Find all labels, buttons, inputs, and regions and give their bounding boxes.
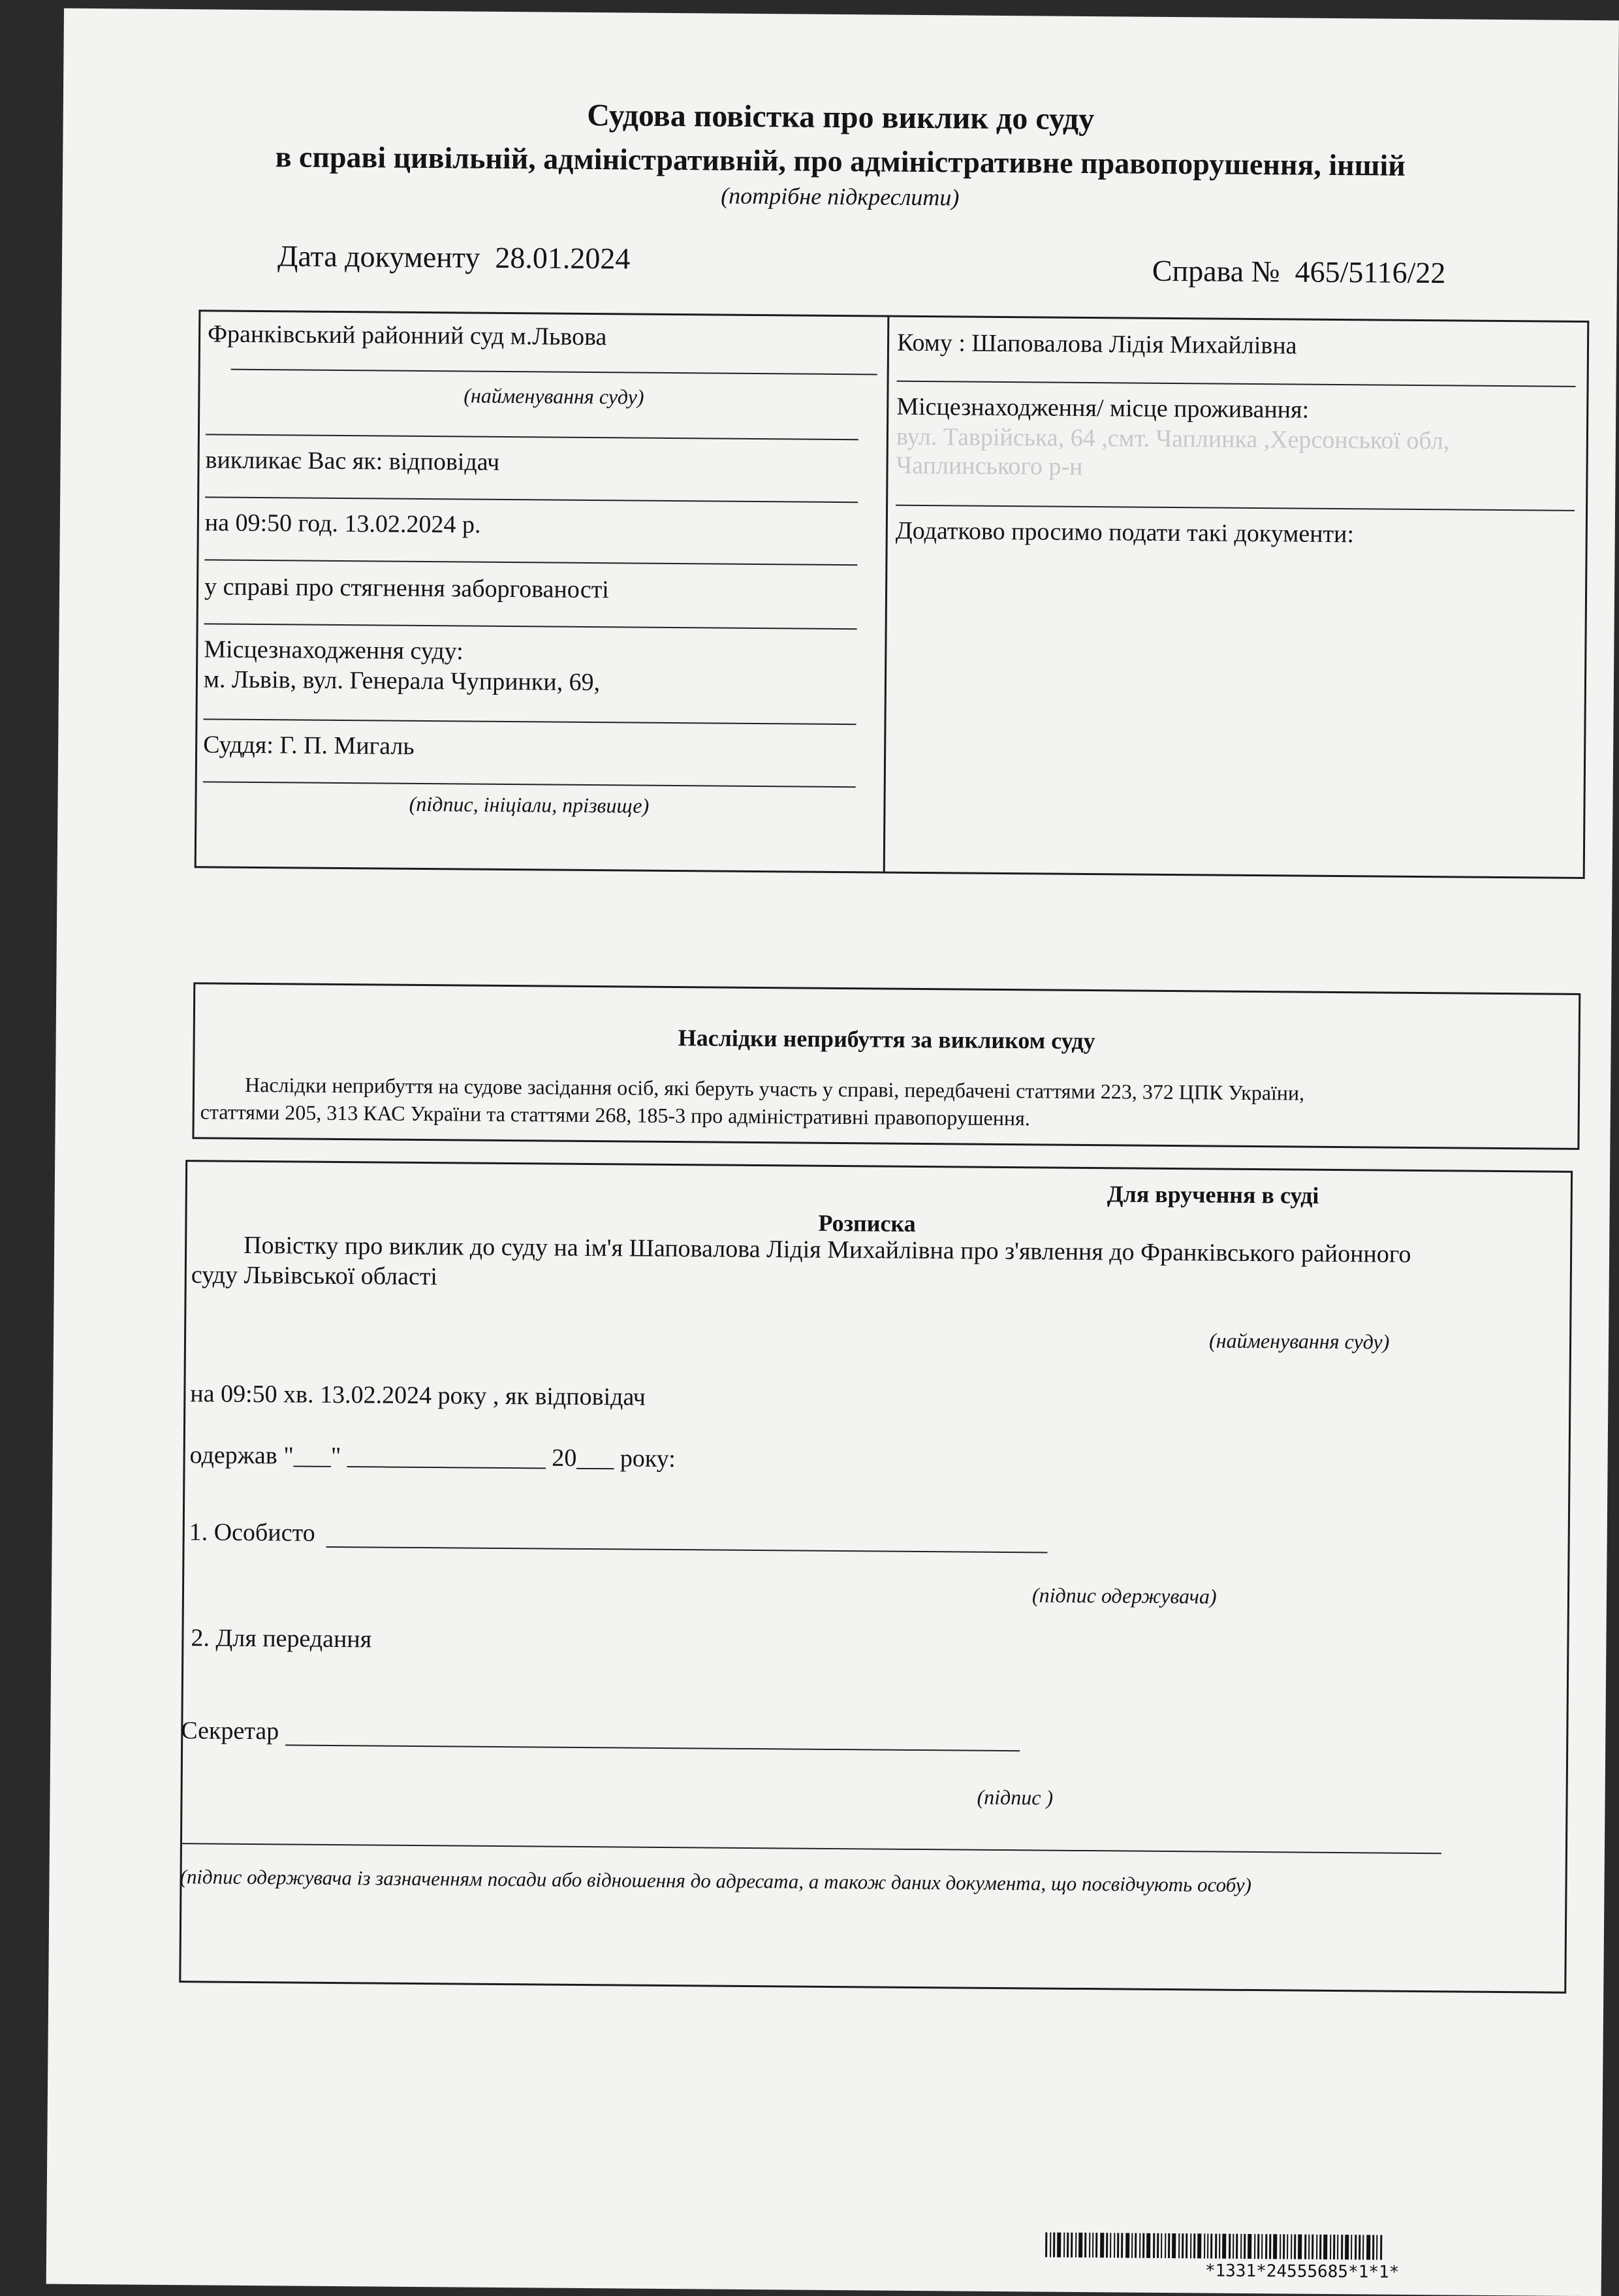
barcode-bar bbox=[1053, 2233, 1055, 2257]
barcode-bar bbox=[1153, 2233, 1155, 2258]
barcode-bar bbox=[1254, 2234, 1255, 2259]
barcode-bar bbox=[1248, 2234, 1251, 2259]
barcode-bar bbox=[1257, 2234, 1259, 2259]
court-location: м. Львів, вул. Генерала Чупринки, 69, bbox=[203, 665, 601, 697]
bottom-caption: (підпис одержувача із зазначенням посади або відношення до адресата, а також даних документа, що посвідчують особу) bbox=[180, 1865, 1252, 1897]
barcode-bar bbox=[1197, 2233, 1201, 2258]
barcode-bar bbox=[1114, 2233, 1115, 2257]
receipt-time-line: на 09:50 хв. 13.02.2024 року , як відповідач bbox=[190, 1380, 646, 1411]
barcode-bar bbox=[1063, 2233, 1065, 2257]
barcode-bar bbox=[1366, 2235, 1370, 2259]
barcode-bar bbox=[1084, 2233, 1086, 2257]
for-court-delivery: Для вручення в суді bbox=[1107, 1181, 1319, 1209]
barcode-bar bbox=[1057, 2233, 1061, 2257]
barcode-bar bbox=[1131, 2233, 1133, 2258]
barcode-bar bbox=[1168, 2233, 1170, 2258]
barcode-bar bbox=[1182, 2233, 1184, 2258]
barcode-bar bbox=[1190, 2233, 1191, 2258]
barcode-bar bbox=[1236, 2234, 1238, 2259]
barcode-bar bbox=[1319, 2235, 1321, 2259]
barcode-bar bbox=[1106, 2233, 1108, 2257]
barcode-bar bbox=[1376, 2235, 1377, 2260]
addressee: Кому : Шаповалова Лідія Михайлівна bbox=[896, 328, 1297, 360]
barcode-bar bbox=[1372, 2235, 1374, 2259]
barcode-bar bbox=[1125, 2233, 1129, 2258]
title-line-1: Судова повістка про виклик до суду bbox=[587, 97, 1095, 137]
barcode-bar bbox=[1117, 2233, 1119, 2257]
secretary-label: Секретар bbox=[181, 1717, 279, 1746]
case-subject: у справі про стягнення заборгованості bbox=[204, 573, 609, 604]
case-label: Справа № bbox=[1152, 253, 1280, 289]
barcode-bar bbox=[1240, 2234, 1242, 2259]
barcode-bar bbox=[1330, 2235, 1331, 2259]
barcode-bar bbox=[1078, 2233, 1082, 2257]
barcode-bar bbox=[1045, 2233, 1047, 2257]
doc-date-value: 28.01.2024 bbox=[495, 240, 631, 276]
recipient-sign-caption: (підпис одержувача) bbox=[1031, 1583, 1217, 1608]
barcode-bar bbox=[1298, 2235, 1302, 2259]
barcode-bar bbox=[1172, 2233, 1176, 2258]
barcode-bar bbox=[1204, 2233, 1205, 2258]
consequences-text-1: Наслідки неприбуття на судове засідання осіб, які беруть участь у справі, передбачені статтями 223, 372 ЦПК України, bbox=[244, 1072, 1305, 1105]
barcode-bar bbox=[1333, 2235, 1335, 2259]
barcode-bar bbox=[1075, 2233, 1077, 2257]
consequences-title: Наслідки неприбуття за викликом суду bbox=[678, 1025, 1095, 1055]
barcode-bar bbox=[1229, 2234, 1231, 2259]
barcode-bar bbox=[1345, 2235, 1349, 2259]
barcode-bar bbox=[1351, 2235, 1352, 2259]
title-note: (потрібне підкреслити) bbox=[721, 182, 960, 211]
barcode-bar bbox=[1222, 2234, 1226, 2259]
secretary-sign-caption: (підпис ) bbox=[977, 1785, 1054, 1810]
barcode-bar bbox=[1261, 2234, 1263, 2259]
barcode-bar bbox=[1219, 2234, 1220, 2259]
judge: Суддя: Г. П. Мигаль bbox=[203, 731, 415, 760]
barcode-bar bbox=[1294, 2235, 1296, 2259]
receipt-court-caption: (найменування суду) bbox=[1208, 1328, 1390, 1354]
barcode-bar bbox=[1380, 2235, 1382, 2260]
court-location-label: Місцезнаходження суду: bbox=[204, 635, 464, 665]
hearing-time: на 09:50 год. 13.02.2024 р. bbox=[204, 509, 481, 539]
barcode-bar bbox=[1071, 2233, 1073, 2257]
barcode-bar bbox=[1092, 2233, 1093, 2257]
for-transfer-label: 2. Для передання bbox=[191, 1624, 372, 1653]
barcode-bar bbox=[1178, 2233, 1180, 2258]
address-line-2: Чаплинського р-н bbox=[896, 451, 1083, 481]
consequences-text-2: статтями 205, 313 КАС України та статтями 268, 185-3 про адміністративні правопорушення. bbox=[200, 1100, 1030, 1130]
barcode-bar bbox=[1308, 2235, 1310, 2259]
personally-label: 1. Особисто bbox=[189, 1518, 315, 1547]
received-date-line: одержав "___" ________________ 20___ року: bbox=[189, 1441, 676, 1473]
barcode-bar bbox=[1193, 2233, 1195, 2258]
summon-as: викликає Вас як: відповідач bbox=[205, 446, 500, 476]
barcode-bar bbox=[1323, 2235, 1327, 2259]
barcode-bar bbox=[1110, 2233, 1111, 2257]
documents-request: Додатково просимо подати такі документи: bbox=[895, 517, 1355, 549]
barcode-bar bbox=[1304, 2235, 1306, 2259]
case-number bbox=[1152, 253, 1446, 291]
barcode-bar bbox=[1165, 2233, 1166, 2258]
barcode-bar bbox=[1210, 2234, 1212, 2259]
court-name: Франківський районний суд м.Львова bbox=[207, 320, 607, 351]
barcode-bar bbox=[1362, 2235, 1364, 2259]
barcode-bar bbox=[1283, 2234, 1285, 2259]
barcode-bar bbox=[1067, 2233, 1069, 2257]
receipt-text-1: Повістку про виклик до суду на ім'я Шаповалова Лідія Михайлівна про з'явлення до Франківського районного bbox=[244, 1231, 1411, 1268]
barcode-bar bbox=[1273, 2234, 1277, 2259]
barcode-bar bbox=[1089, 2233, 1090, 2257]
barcode-bar bbox=[1135, 2233, 1137, 2258]
barcode-bar bbox=[1095, 2233, 1097, 2257]
barcode-bar bbox=[1139, 2233, 1140, 2258]
barcode-bar bbox=[1186, 2233, 1187, 2258]
barcode bbox=[1045, 2233, 1384, 2260]
barcode-bar bbox=[1341, 2235, 1343, 2259]
barcode-bar bbox=[1050, 2233, 1051, 2257]
address-line-1: вул. Таврійська, 64 ,смт. Чаплинка ,Херсонської обл, bbox=[896, 423, 1450, 455]
barcode-bar bbox=[1207, 2234, 1208, 2259]
barcode-bar bbox=[1142, 2233, 1144, 2258]
barcode-bar bbox=[1316, 2235, 1317, 2259]
barcode-bar bbox=[1161, 2233, 1162, 2258]
doc-date-label: Дата документу bbox=[277, 239, 480, 274]
barcode-bar bbox=[1287, 2234, 1288, 2259]
addressee-location-label: Місцезнаходження/ місце проживання: bbox=[896, 392, 1310, 424]
barcode-bar bbox=[1269, 2234, 1271, 2259]
signature-caption: (підпис, ініціали, прізвище) bbox=[409, 791, 650, 818]
barcode-text: *1331*24555685*1*1* bbox=[1204, 2261, 1400, 2282]
receipt-text-2: суду Львівської області bbox=[191, 1261, 438, 1291]
barcode-bar bbox=[1355, 2235, 1357, 2259]
barcode-bar bbox=[1312, 2235, 1313, 2259]
barcode-bar bbox=[1100, 2233, 1104, 2257]
barcode-bar bbox=[1265, 2234, 1267, 2259]
barcode-bar bbox=[1291, 2235, 1292, 2259]
barcode-bar bbox=[1244, 2234, 1246, 2259]
barcode-bar bbox=[1359, 2235, 1360, 2259]
barcode-bar bbox=[1215, 2234, 1217, 2259]
receipt-title: Розписка bbox=[818, 1209, 916, 1237]
doc-date bbox=[277, 238, 631, 276]
summons-page bbox=[46, 8, 1619, 2296]
barcode-bar bbox=[1337, 2235, 1338, 2259]
barcode-bar bbox=[1280, 2234, 1281, 2259]
barcode-bar bbox=[1146, 2233, 1150, 2258]
barcode-bar bbox=[1157, 2233, 1159, 2258]
court-name-caption: (найменування суду) bbox=[464, 383, 644, 409]
barcode-bar bbox=[1233, 2234, 1234, 2259]
case-number-value: 465/5116/22 bbox=[1295, 255, 1446, 290]
barcode-bar bbox=[1121, 2233, 1123, 2257]
title-line-2: в справі цивільній, адміністративній, про адміністративне правопорушення, іншій bbox=[275, 140, 1406, 182]
